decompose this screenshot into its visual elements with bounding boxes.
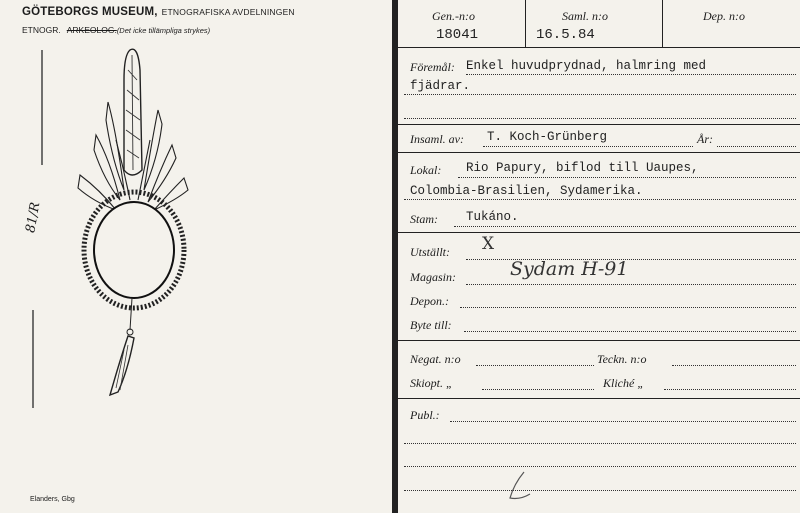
section-label: ETNOGR. bbox=[22, 25, 61, 35]
dotted-line bbox=[454, 226, 796, 227]
dotted-line bbox=[404, 118, 796, 119]
gen-no-value: 18041 bbox=[436, 27, 479, 43]
teckn-label: Teckn. n:o bbox=[597, 352, 647, 366]
ar-label: År: bbox=[697, 132, 713, 146]
skiopt-label: Skiopt. „ bbox=[410, 376, 453, 390]
section-line bbox=[22, 25, 210, 35]
foremal-line2: fjädrar. bbox=[410, 79, 471, 93]
publ-label: Publ.: bbox=[410, 408, 440, 422]
dotted-line bbox=[664, 389, 796, 390]
gen-no-label: Gen.-n:o bbox=[432, 9, 475, 23]
col-divider-2 bbox=[662, 0, 663, 47]
dotted-line bbox=[466, 74, 796, 75]
museum-header bbox=[22, 6, 295, 18]
foremal-label: Föremål: bbox=[410, 60, 455, 74]
magasin-label: Magasin: bbox=[410, 270, 456, 284]
insaml-label: Insaml. av: bbox=[410, 132, 464, 146]
dotted-line bbox=[672, 365, 796, 366]
central-feather-hatching bbox=[126, 55, 140, 170]
sketch-side-note: 81/R bbox=[23, 201, 44, 234]
kliche-label: Kliché „ bbox=[603, 376, 644, 390]
negat-label: Negat. n:o bbox=[410, 352, 461, 366]
lokal-line1: Rio Papury, biflod till Uaupes, bbox=[466, 161, 699, 175]
dotted-line bbox=[483, 146, 693, 147]
dotted-line bbox=[460, 307, 796, 308]
section-note: (Det icke tillämpliga strykes) bbox=[116, 26, 211, 35]
printer-imprint: Elanders, Gbg bbox=[30, 496, 75, 503]
rule-negat bbox=[398, 398, 800, 399]
dotted-line bbox=[404, 490, 796, 491]
dotted-line bbox=[476, 365, 594, 366]
dotted-line bbox=[404, 466, 796, 467]
stam-value: Tukáno. bbox=[466, 210, 519, 224]
card-left-border bbox=[392, 0, 398, 513]
dotted-line bbox=[482, 389, 594, 390]
depon-label: Depon.: bbox=[410, 294, 449, 308]
magasin-value: Sydam H-91 bbox=[510, 258, 629, 280]
insaml-value: T. Koch-Grünberg bbox=[487, 130, 608, 144]
dotted-line bbox=[404, 94, 796, 95]
saml-no-value: 16.5.84 bbox=[536, 27, 595, 43]
dotted-line bbox=[404, 199, 796, 200]
lokal-label: Lokal: bbox=[410, 163, 442, 177]
dotted-line bbox=[458, 177, 796, 178]
col-divider-1 bbox=[525, 0, 526, 47]
section-struck: ARKEOLOG. bbox=[66, 25, 117, 35]
rule-top bbox=[398, 47, 800, 48]
utstallt-value: X bbox=[482, 234, 495, 254]
department-name: ETNOGRAFISKA AVDELNINGEN bbox=[161, 7, 295, 17]
headdress-sketch bbox=[20, 40, 220, 440]
dotted-line bbox=[717, 146, 796, 147]
dep-no-label: Dep. n:o bbox=[703, 9, 745, 23]
foremal-line1: Enkel huvudprydnad, halmring med bbox=[466, 59, 707, 73]
rule-lokal bbox=[398, 232, 800, 233]
pencil-scribble bbox=[500, 470, 540, 506]
rule-insaml bbox=[398, 152, 800, 153]
ring-inner bbox=[94, 202, 174, 298]
rule-foremal bbox=[398, 124, 800, 125]
byte-label: Byte till: bbox=[410, 318, 452, 332]
dotted-line bbox=[464, 331, 796, 332]
dotted-line bbox=[466, 284, 796, 285]
stam-label: Stam: bbox=[410, 212, 438, 226]
saml-no-label: Saml. n:o bbox=[562, 9, 608, 23]
dotted-line bbox=[450, 421, 796, 422]
tassel-feather bbox=[110, 336, 134, 395]
lokal-line2: Colombia-Brasilien, Sydamerika. bbox=[410, 184, 643, 198]
utstallt-label: Utställt: bbox=[410, 245, 451, 259]
rule-magasin bbox=[398, 340, 800, 341]
dotted-line bbox=[404, 443, 796, 444]
museum-name: GÖTEBORGS MUSEUM, bbox=[22, 6, 158, 18]
hanging-cord bbox=[130, 298, 132, 330]
